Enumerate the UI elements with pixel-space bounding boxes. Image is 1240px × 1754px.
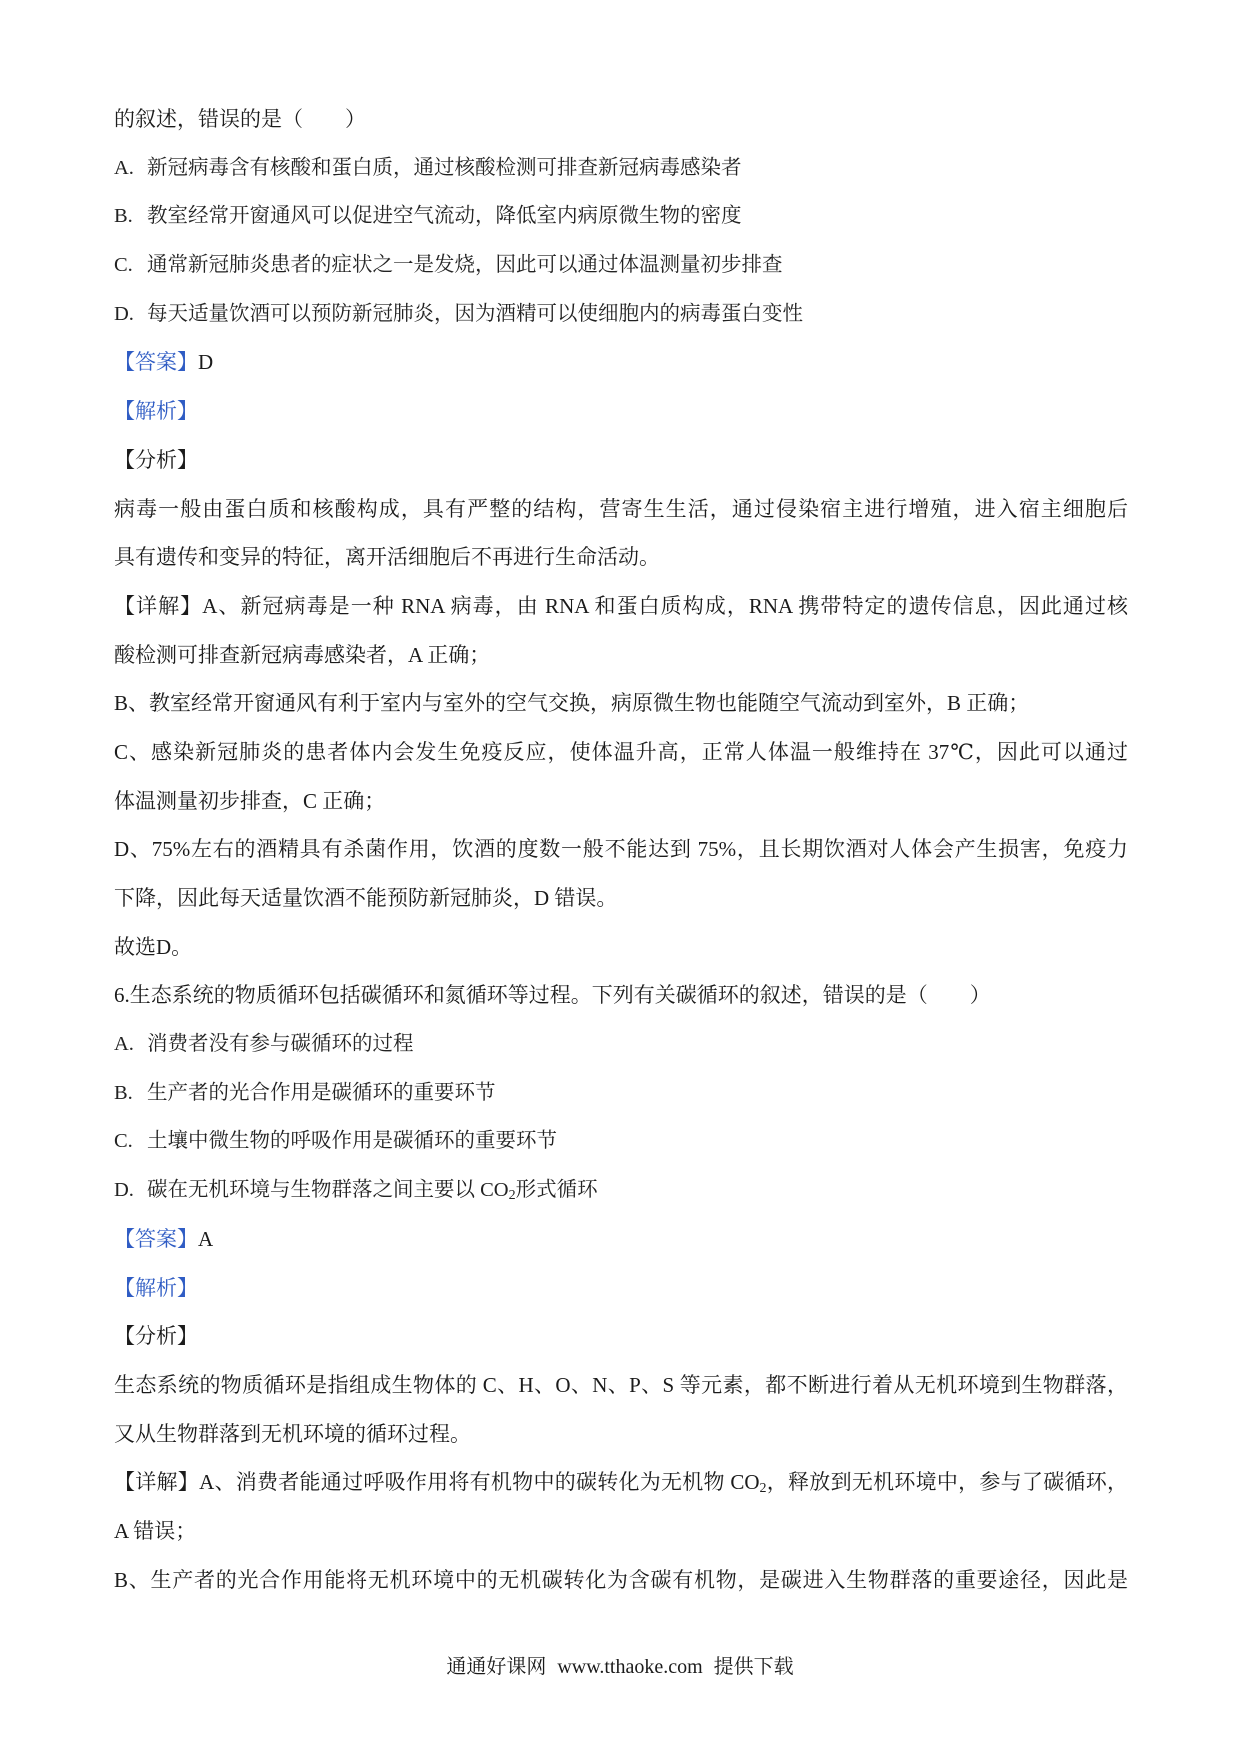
- option-text: 碳在无机环境与生物群落之间主要以 CO: [147, 1179, 509, 1202]
- analysis-tag: 【分析】: [114, 447, 198, 472]
- answer-value: A: [198, 1226, 214, 1251]
- option-label: C.: [114, 1130, 133, 1153]
- q6-analysis-line: 生态系统的物质循环是指组成生物体的 C、H、O、N、P、S 等元素，都不断进行着从无机环境到生物群落，: [114, 1372, 1128, 1397]
- page-content: [114, 95, 1128, 1604]
- analysis-tag: 【分析】: [114, 1324, 198, 1349]
- q5-detail-line: [114, 582, 1128, 631]
- detail-tag: 【详解】: [114, 593, 203, 618]
- q5-analysis-heading: [114, 436, 1128, 485]
- option-label: D.: [114, 1179, 134, 1202]
- q6-option-c: [114, 1117, 1128, 1166]
- answer-value: D: [198, 350, 214, 375]
- q5-option-c: [114, 241, 1128, 290]
- q5-option-b: [114, 192, 1128, 241]
- subscript: 2: [508, 1188, 516, 1204]
- subscript: 2: [759, 1481, 767, 1497]
- option-text: 形式循环: [515, 1179, 598, 1202]
- q6-detail-line: A 错误；: [114, 1518, 197, 1543]
- option-text: 生产者的光合作用是碳循环的重要环节: [147, 1081, 496, 1104]
- q6-stem: 6.生态系统的物质循环包括碳循环和氮循环等过程。下列有关碳循环的叙述，错误的是（ ）: [114, 983, 991, 1008]
- q6-explain-heading: [114, 1264, 1128, 1313]
- answer-tag: 【答案】: [114, 1226, 198, 1251]
- q5-detail-line: 体温测量初步排查，C 正确；: [114, 788, 386, 813]
- option-label: A.: [114, 156, 134, 179]
- q5-answer: [114, 338, 1128, 387]
- q6-option-b: [114, 1069, 1128, 1118]
- q5-option-a: [114, 144, 1128, 193]
- option-text: 土壤中微生物的呼吸作用是碳循环的重要环节: [147, 1130, 557, 1153]
- q5-option-d: [114, 290, 1128, 339]
- q6-answer: [114, 1215, 1128, 1264]
- option-label: D.: [114, 302, 134, 325]
- q6-option-a: [114, 1020, 1128, 1069]
- q5-detail-line: 下降，因此每天适量饮酒不能预防新冠肺炎，D 错误。: [114, 886, 618, 910]
- detail-tag: 【详解】: [114, 1470, 200, 1495]
- option-label: A.: [114, 1033, 134, 1056]
- q6-option-d: [114, 1166, 1128, 1215]
- option-text: 新冠病毒含有核酸和蛋白质，通过核酸检测可排查新冠病毒感染者: [147, 156, 742, 179]
- q5-detail-line: C、感染新冠肺炎的患者体内会发生免疫反应，使体温升高，正常人体温一般维持在 37℃，因此可以通过: [114, 739, 1128, 764]
- q5-conclusion: 故选D。: [114, 934, 193, 959]
- q6-analysis-line: 又从生物群落到无机环境的循环过程。: [114, 1421, 471, 1446]
- explain-tag: 【解析】: [114, 399, 198, 424]
- q5-stem-tail: 的叙述，错误的是（ ）: [114, 107, 366, 131]
- option-label: C.: [114, 254, 133, 277]
- explain-tag: 【解析】: [114, 1275, 198, 1300]
- q5-detail-line: D、75%左右的酒精具有杀菌作用，饮酒的度数一般不能达到 75%，且长期饮酒对人体会产生损害，免疫力: [114, 837, 1128, 862]
- q5-explain-heading: [114, 387, 1128, 436]
- page-footer: 通通好课网 www.tthaoke.com 提供下载: [446, 1656, 794, 1678]
- option-label: B.: [114, 1081, 133, 1104]
- option-text: 消费者没有参与碳循环的过程: [147, 1033, 414, 1056]
- answer-tag: 【答案】: [114, 350, 198, 375]
- q6-analysis-heading: [114, 1312, 1128, 1361]
- detail-text: A、新冠病毒是一种 RNA 病毒，由 RNA 和蛋白质构成，RNA 携带特定的遗传信息，因此通过核: [202, 593, 1129, 618]
- detail-text: ，释放到无机环境中，参与了碳循环，: [766, 1470, 1129, 1495]
- q5-analysis-line: 具有遗传和变异的特征，离开活细胞后不再进行生命活动。: [114, 545, 660, 570]
- q5-detail-line: 酸检测可排查新冠病毒感染者，A 正确；: [114, 642, 491, 667]
- detail-text: A、消费者能通过呼吸作用将有机物中的碳转化为无机物 CO: [199, 1470, 760, 1495]
- q6-detail-line: [114, 1458, 1128, 1507]
- q5-analysis-line: 病毒一般由蛋白质和核酸构成，具有严整的结构，营寄生生活，通过侵染宿主进行增殖，进入宿主细胞后: [114, 496, 1128, 521]
- option-text: 通常新冠肺炎患者的症状之一是发烧，因此可以通过体温测量初步排查: [147, 254, 783, 277]
- option-text: 每天适量饮酒可以预防新冠肺炎，因为酒精可以使细胞内的病毒蛋白变性: [147, 302, 803, 325]
- q5-detail-line: B、教室经常开窗通风有利于室内与室外的空气交换，病原微生物也能随空气流动到室外，B 正确；: [114, 691, 1030, 716]
- option-text: 教室经常开窗通风可以促进空气流动，降低室内病原微生物的密度: [147, 205, 742, 228]
- option-label: B.: [114, 205, 133, 228]
- q6-detail-line: B、生产者的光合作用能将无机环境中的无机碳转化为含碳有机物，是碳进入生物群落的重要途径，因此是: [114, 1567, 1128, 1592]
